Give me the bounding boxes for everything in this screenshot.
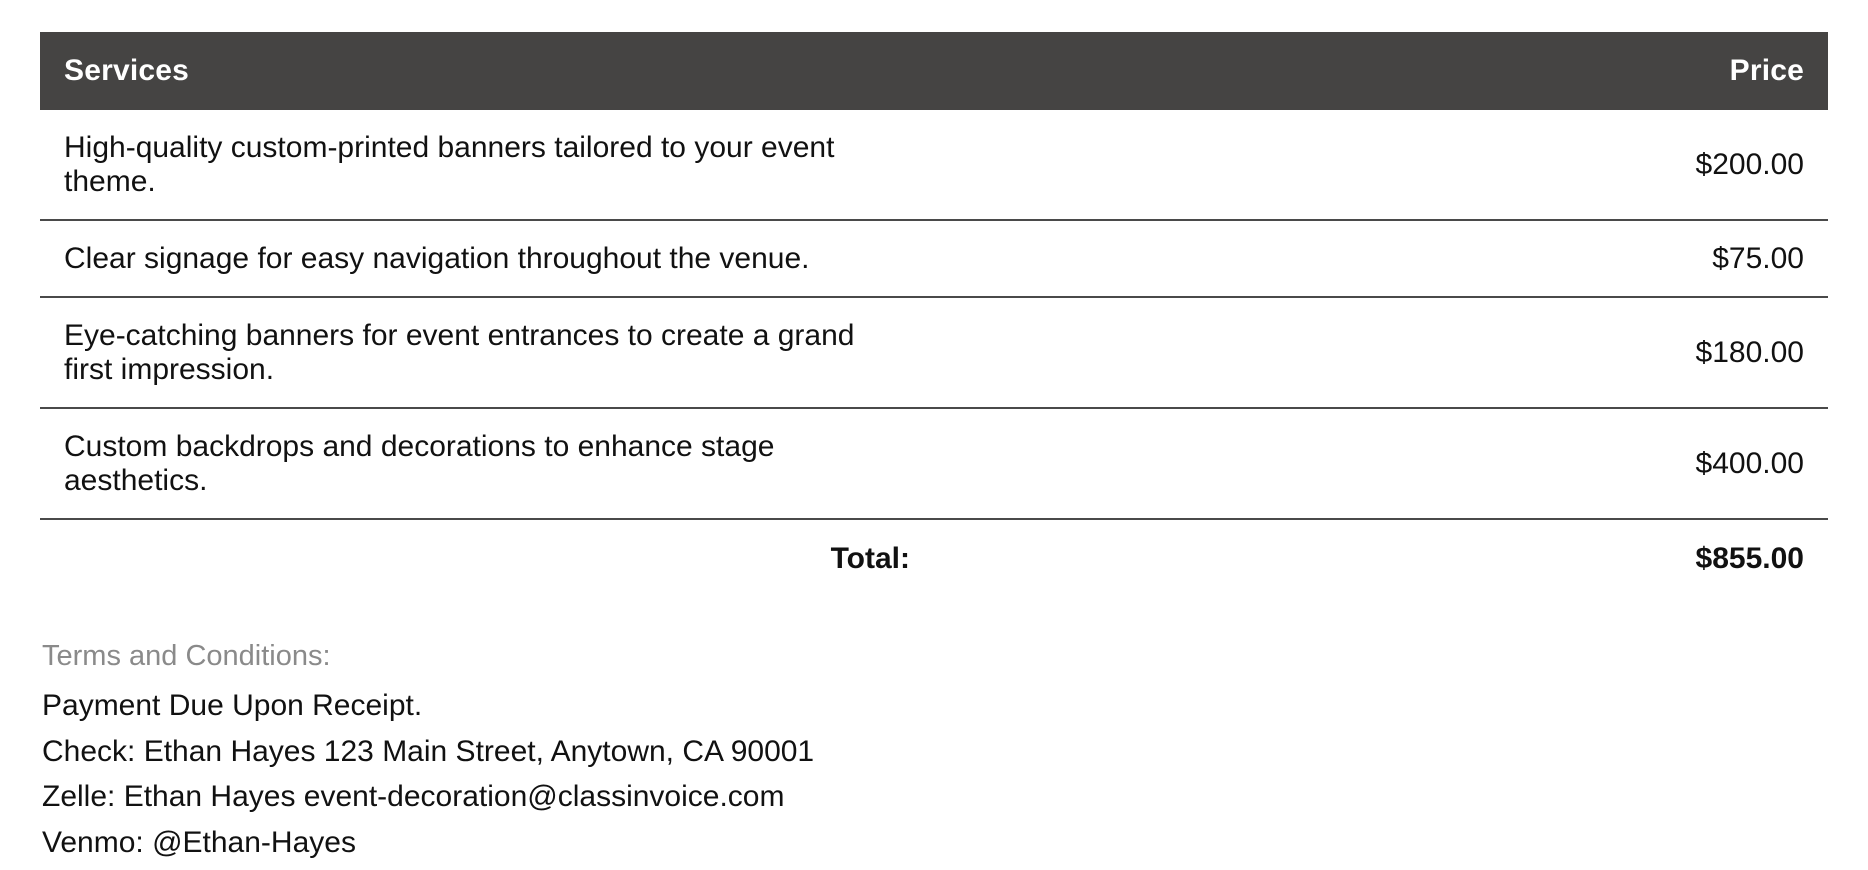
service-price: $180.00 [934,297,1828,408]
table-header [40,32,1828,110]
terms-line-zelle: Zelle: Ethan Hayes event-decoration@classinvoice.com [42,780,785,814]
table-header-row [40,32,1828,110]
terms-line-payment: Payment Due Upon Receipt. [42,689,423,722]
table-body [40,110,1828,596]
table-row [40,110,1828,220]
table-row [40,408,1828,519]
column-header-services: Services [40,32,934,110]
table-row [40,220,1828,297]
service-description: High-quality custom-printed banners tailored to your event theme. [40,110,934,220]
column-header-price: Price [934,32,1828,110]
table-row [40,297,1828,408]
service-price: $400.00 [934,408,1828,519]
total-amount: $855.00 [1695,542,1804,575]
service-price: $200.00 [934,110,1828,220]
terms-heading: Terms and Conditions: [42,640,331,672]
terms-and-conditions-section [40,640,1828,865]
service-description: Custom backdrops and decorations to enhance stage aesthetics. [40,408,934,519]
services-price-table [40,32,1828,596]
service-description: Clear signage for easy navigation throughout the venue. [40,220,934,297]
terms-line-venmo: Venmo: @Ethan-Hayes [42,825,356,859]
total-label: Total: [830,542,910,575]
table-total-row [40,519,1828,596]
service-description: Eye-catching banners for event entrances to create a grand first impression. [40,297,934,408]
service-price: $75.00 [934,220,1828,297]
terms-line-check: Check: Ethan Hayes 123 Main Street, Anytown, CA 90001 [42,734,815,768]
